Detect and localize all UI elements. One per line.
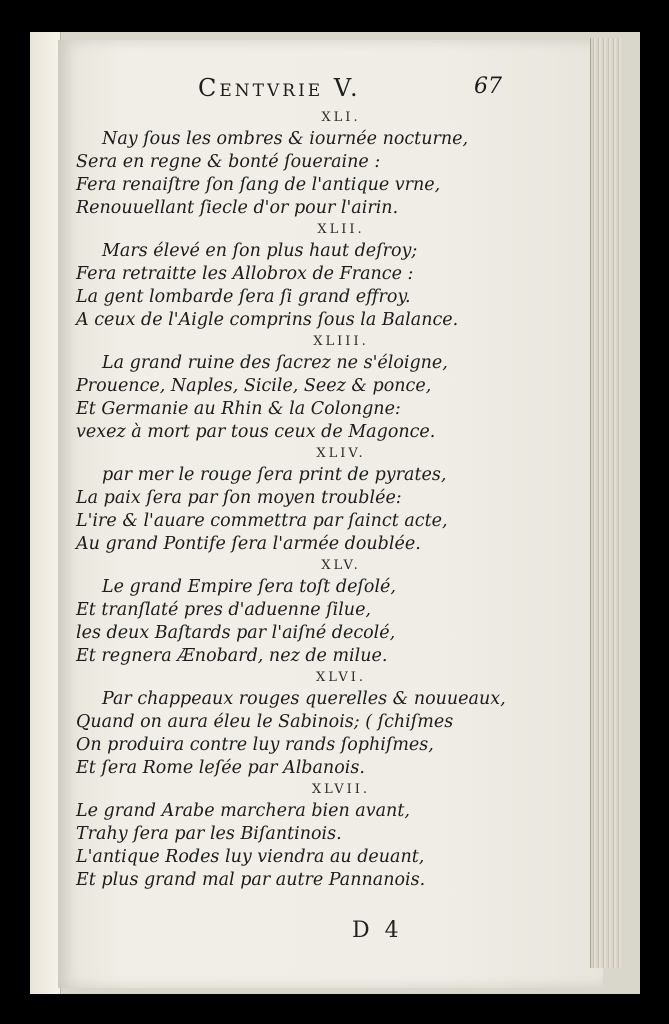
verse-line: par mer le rouge ſera print de pyrates, [102,465,447,485]
verse-line: A ceux de l'Aigle comprins ſous la Balance. [76,310,459,330]
quatrain [76,220,576,332]
verse-line: La gent lombarde ſera ſi grand effroy. [76,287,411,307]
verse-line: Sera en regne & bonté ſoueraine : [76,152,381,172]
verse-line: Et Germanie au Rhin & la Colongne: [76,399,401,419]
verse-line: Prouence, Naples, Sicile, Seez & ponce, [76,376,432,396]
verse-line: Renouuellant ſiecle d'or pour l'airin. [76,198,399,218]
page-header [198,74,508,104]
verse-line: Nay ſous les ombres & iournée nocturne, [102,129,469,149]
verse-line: les deux Baſtards par l'aiſné decolé, [76,623,396,643]
verse-line: Et regnera Ænobard, nez de milue. [76,646,388,666]
running-title: Centvrie V. [198,74,361,102]
page-fore-edge [590,38,621,968]
left-page-margin [30,32,61,994]
verse-line: Trahy ſera par les Biſantinois. [76,824,342,844]
verse-line: Par chappeaux rouges querelles & nouueaux, [102,689,506,709]
quatrain-number: XLIII. [313,334,369,349]
verse-line: On produira contre luy rands ſophiſmes, [76,735,434,755]
verse-line: Et ſera Rome leſée par Albanois. [76,758,365,778]
quatrain-number: XLVII. [311,782,371,797]
quatrain [76,668,576,780]
verse-line: vexez à mort par tous ceux de Magonce. [76,422,436,442]
printer-signature-mark: D 4 [352,918,403,943]
quatrain [76,556,576,668]
quatrain-number: XLV. [321,558,361,573]
quatrain [76,780,576,892]
verse-line: L'antique Rodes luy viendra au deuant, [76,847,425,867]
verse-line: Le grand Empire ſera toſt deſolé, [102,577,396,597]
verse-line: Quand on aura éleu le Sabinois; ( ſchiſmes [76,712,454,732]
verse-line: Fera renaiſtre ſon ſang de l'antique vrne, [76,175,441,195]
quatrain-number: XLI. [321,110,361,125]
verse-line: Au grand Pontife ſera l'armée doublée. [76,534,421,554]
verse-line: Et plus grand mal par autre Pannanois. [76,870,426,890]
verse-line: Fera retraitte les Allobrox de France : [76,264,414,284]
quatrain-number: XLII. [317,222,365,237]
quatrain [76,108,576,220]
verse-line: Et tranſlaté pres d'aduenne ſilue, [76,600,371,620]
verse-line: L'ire & l'auare commettra par ſainct acte, [76,511,448,531]
verse-line: La paix ſera par ſon moyen troublée: [76,488,402,508]
quatrain-number: XLVI. [315,670,366,685]
verse-line: Mars élevé en ſon plus haut deſroy; [102,241,418,261]
quatrain [76,332,576,444]
quatrain-number: XLIV. [316,446,366,461]
verse-line: Le grand Arabe marchera bien avant, [76,801,410,821]
quatrain [76,444,576,556]
page-number: 67 [474,74,502,99]
verse-line: La grand ruine des ſacrez ne s'éloigne, [102,353,448,373]
verse-text [76,108,576,892]
